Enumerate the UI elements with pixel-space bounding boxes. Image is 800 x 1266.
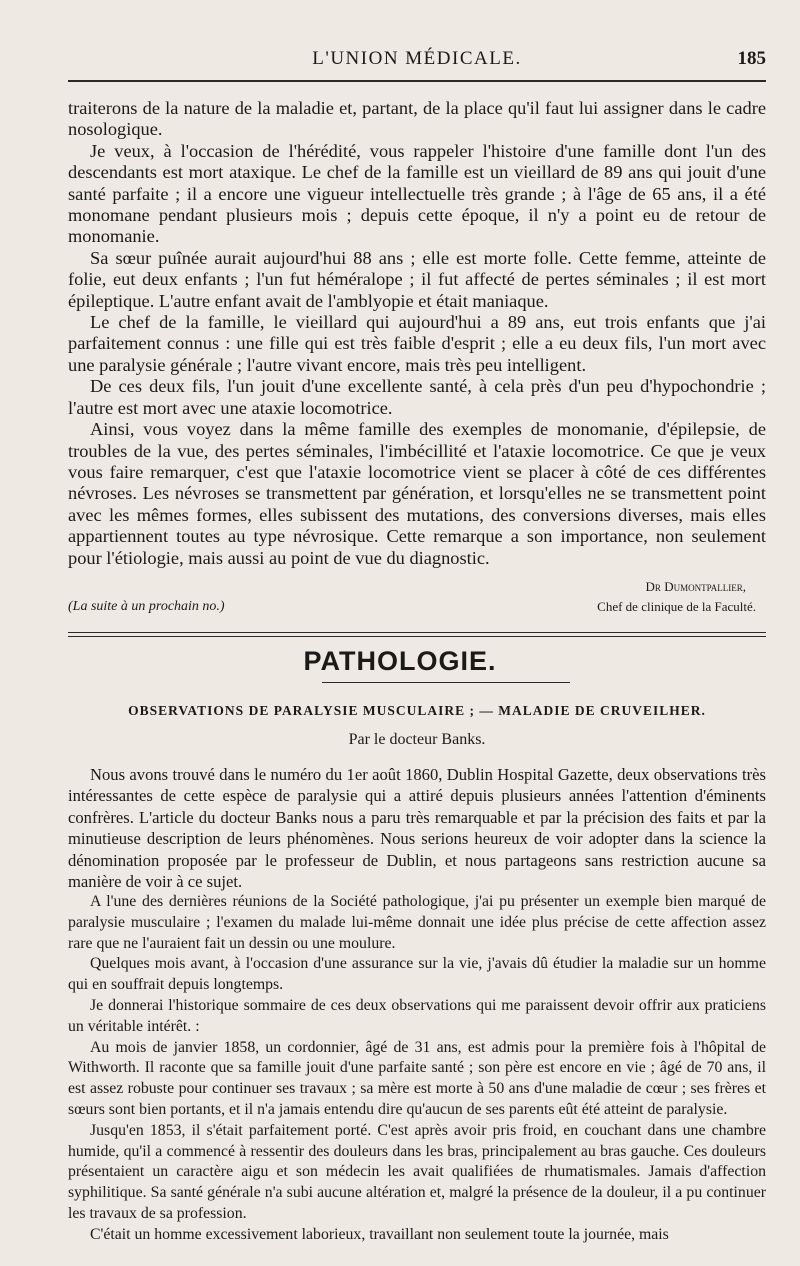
running-header: [68, 48, 766, 74]
article-subtitle: OBSERVATIONS DE PARALYSIE MUSCULAIRE ; — MALADIE DE CRUVEILHER.: [128, 703, 706, 718]
paragraph: Sa sœur puînée aurait aujourd'hui 88 ans ; elle est morte folle. Cette femme, atteinte de folie, eut deux enfants ; l'un fut héméralope ; il fut affecté de pertes séminales ; il est mort épileptique. L'autre enfant avait de l'amblyopie et était maniaque.: [68, 247, 766, 311]
paragraph: Quelques mois avant, à l'occasion d'une assurance sur la vie, j'avais dû étudier la maladie sur un homme qui en souffrait depuis longtemps.: [68, 955, 766, 994]
section-title: PATHOLOGIE.: [303, 646, 497, 676]
paragraph: Je veux, à l'occasion de l'hérédité, vous rappeler l'histoire d'une famille dont l'un des descendants est mort ataxique. Le chef de la famille est un vieillard de 89 ans qui jouit d'une santé parfaite ; il a encore une vigueur intellectuelle très grande ; à l'âge de 65 ans, il a été monomane pendant plusieurs mois ; depuis cette époque, il n'y a point eu de retour de monomanie.: [68, 140, 766, 247]
paragraph: Je donnerai l'historique sommaire de ces deux observations qui me paraissent devoir offrir aux praticiens un véritable intérêt. :: [68, 996, 766, 1035]
paragraph: A l'une des dernières réunions de la Société pathologique, j'ai pu présenter un exemple bien marqué de paralysie musculaire ; l'examen du malade lui-même donnait une idée plus précise de cette affection assez rare que ne l'auraient fait un dessin ou une moulure.: [68, 893, 766, 952]
signature-block: [68, 579, 766, 619]
paragraph: Au mois de janvier 1858, un cordonnier, âgé de 31 ans, est admis pour la première fois à l'hôpital de Withworth. Il raconte que sa famille jouit d'une parfaite santé ; son père est encore en vie ; âgé de 70 ans, il est assez robuste pour continuer ses travaux ; sa mère est morte à 50 ans d'une maladie de cœur ; ses frères et sœurs sont bien portants, et il n'a jamais entendu dire qu'aucun de ses parents eût été atteint de paralysie.: [68, 1038, 766, 1118]
paragraph: Jusqu'en 1853, il s'était parfaitement porté. C'est après avoir pris froid, en couchant dans une chambre humide, qu'il a commencé à ressentir des douleurs dans les bras, principalement au bras gauche. Ces douleurs présentaient un caractère aigu et son médecin les avait qualifiées de rhumatismales. Jamais d'affection syphilitique. Sa santé générale n'a subi aucune altération et, malgré la présence de la douleur, il a pu continuer les travaux de sa profession.: [68, 1121, 766, 1222]
page-number: 185: [737, 48, 766, 69]
section-rule-bottom: [68, 636, 766, 637]
article-introduction: [68, 764, 766, 892]
article-body: [68, 892, 766, 1246]
paragraph: traiterons de la nature de la maladie et, partant, de la place qu'il faut lui assigner dans le cadre nosologique.: [68, 98, 766, 140]
paragraph: Ainsi, vous voyez dans la même famille des exemples de monomanie, d'épilepsie, de troubles de la vue, des pertes séminales, l'imbécillité et l'ataxie locomotrice. Ce que je veux vous faire remarquer, c'est que l'ataxie locomotrice vient se placer à côté de ces différentes névroses. Les névroses se transmettent par génération, et lorsqu'elles ne se transmettent point avec les mêmes formes, elles subissent des mutations, des conversions diverses, mais elles appartiennent toutes au type névrosique. Cette remarque a son importance, non seulement pour l'étiologie, mais aussi au point de vue du diagnostic.: [68, 419, 766, 568]
header-rule: [68, 80, 766, 82]
section-title-underline: [322, 682, 570, 683]
journal-title: L'UNION MÉDICALE.: [312, 48, 522, 69]
section-rule-top: [68, 632, 766, 633]
paragraph: Nous avons trouvé dans le numéro du 1er août 1860, Dublin Hospital Gazette, deux observations très intéressantes de cette espèce de paralysie qui a attiré depuis plusieurs années l'attention d'éminents confrères. L'article du docteur Banks nous a paru très remarquable et par la précision des faits et par la minutieuse description de leurs phénomènes. Nous serions heureux de voir adopter dans la science la dénomination proposée par le professeur de Dublin, et nous partageons sans restriction aucune sa manière de voir à ce sujet.: [68, 765, 766, 892]
paragraph: Le chef de la famille, le vieillard qui aujourd'hui a 89 ans, eut trois enfants que j'ai parfaitement connus : une fille qui est très faible d'esprit ; elle a eu deux fils, l'un mort avec une paralysie générale ; l'autre vivant encore, mais très peu intelligent.: [68, 312, 766, 375]
author-role: Chef de clinique de la Faculté.: [597, 599, 756, 614]
paragraph: De ces deux fils, l'un jouit d'une excellente santé, à cela près d'un peu d'hypochondrie ; l'autre est mort avec une ataxie locomotrice.: [68, 376, 766, 418]
article-continuation: [68, 98, 766, 569]
author-name: Dr Dumontpallier,: [645, 579, 746, 594]
article-byline: Par le docteur Banks.: [348, 731, 486, 748]
paragraph: C'était un homme excessivement laborieux, travaillant non seulement toute la journée, mais: [90, 1225, 669, 1243]
continuation-note: (La suite à un prochain no.): [68, 599, 225, 614]
